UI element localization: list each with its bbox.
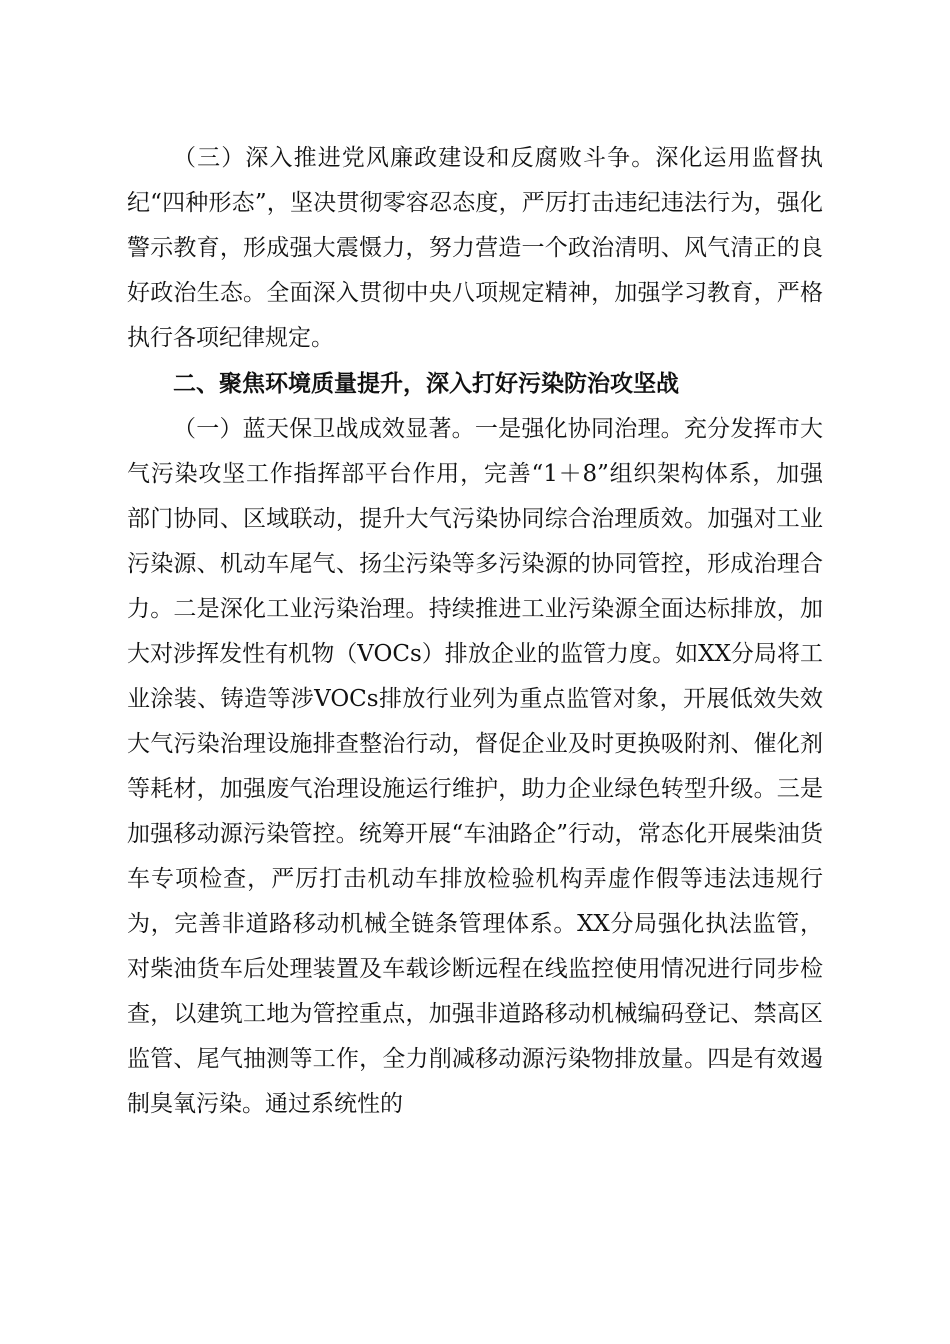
section-3-title: （三）深入推进党风廉政建设和反腐败斗争。 <box>173 145 656 171</box>
section-3-body: 深化运用监督执纪“四种形态”，坚决贯彻零容忍态度，严厉打击违纪违法行为，强化警示教育，形成强大震慑力，努力营造一个政治清明、风气清正的良好政治生态。全面深入贯彻中央八项规定精神，加强学习教育，严格执行各项纪律规定。 <box>127 145 824 351</box>
section-1-paragraph <box>127 407 823 1127</box>
section-1-body: 一是强化协同治理。充分发挥市大气污染攻坚工作指挥部平台作用，完善“1＋8”组织架构体系，加强部门协同、区域联动，提升大气污染协同综合治理质效。加强对工业污染源、机动车尾气、扬尘污染等多污染源的协同管控，形成治理合力。二是深化工业污染治理。持续推进工业污染源全面达标排放，加大对涉挥发性有机物（VOCs）排放企业的监管力度。如XX分局将工业涂装、铸造等涉VOCs排放行业列为重点监管对象，开展低效失效大气污染治理设施排查整治行动，督促企业及时更换吸附剂、催化剂等耗材，加强废气治理设施运行维护，助力企业绿色转型升级。三是加强移动源污染管控。统筹开展“车油路企”行动，常态化开展柴油货车专项检查，严厉打击机动车排放检验机构弄虚作假等违法违规行为，完善非道路移动机械全链条管理体系。XX分局强化执法监管，对柴油货车后处理装置及车载诊断远程在线监控使用情况进行同步检查，以建筑工地为管控重点，加强非道路移动机械编码登记、禁高区监管、尾气抽测等工作，全力削减移动源污染物排放量。四是有效遏制臭氧污染。通过系统性的 <box>127 416 824 1117</box>
section-1-title: （一）蓝天保卫战成效显著。 <box>173 416 475 442</box>
part-2-heading: 二、聚焦环境质量提升，深入打好污染防治攻坚战 <box>173 371 679 397</box>
section-3-paragraph <box>127 136 823 361</box>
document-body <box>127 136 823 1127</box>
